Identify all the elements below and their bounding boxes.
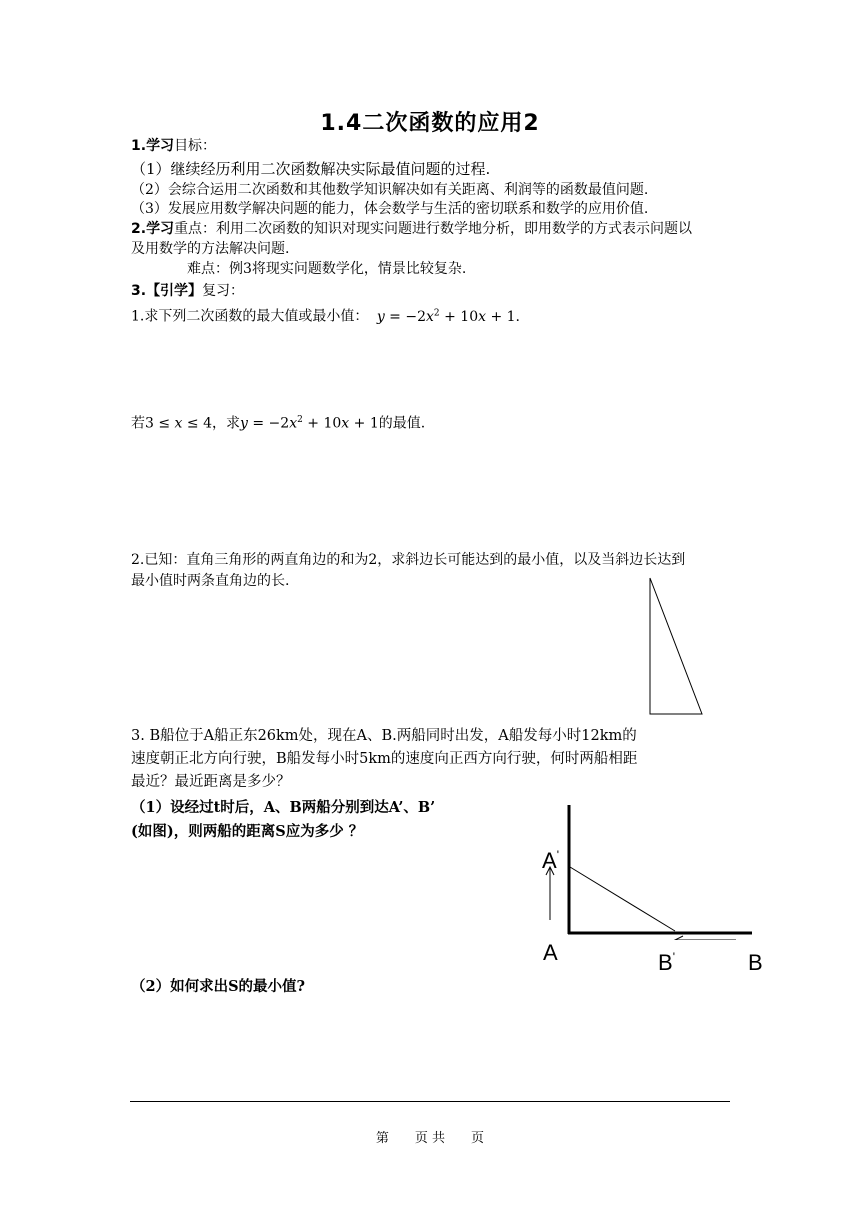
footer-divider — [130, 1101, 730, 1102]
section1-heading-rest: 目标： — [174, 138, 217, 154]
section2-heading-num: 2. — [131, 221, 147, 237]
formula-x: x — [426, 308, 434, 325]
question3-part1-line2: (如图)，则两船的距离S应为多少 ？ — [131, 823, 364, 840]
sub-x3: x — [341, 415, 350, 432]
label-a: A — [543, 940, 558, 965]
sub-mid: ≤ 4，求 — [182, 415, 240, 432]
section2-heading-rest: 重点：利用二次函数的知识对现实问题进行数学地分析，即用数学的方式表示问题以 — [174, 221, 693, 237]
objective-item-2: （2）会综合运用二次函数和其他数学知识解决如有关距离、利润等的函数最值问题. — [131, 182, 649, 198]
question2-line2: 最小值时两条直角边的长. — [131, 573, 290, 589]
sub-prefix: 若3 ≤ — [131, 415, 175, 432]
section1-heading-bold: 学习 — [146, 138, 175, 154]
question3-line3: 最近？最近距离是多少？ — [131, 774, 291, 790]
label-a-prime-mark: ' — [556, 848, 559, 862]
page-title: 1.4二次函数的应用2 — [320, 111, 540, 136]
sub-x: x — [174, 415, 183, 432]
label-b-prime-mark: ' — [672, 950, 675, 964]
question3-part2: （2）如何求出S的最小值? — [131, 978, 306, 995]
section1-heading-num: 1. — [131, 138, 147, 154]
question1-sub — [131, 410, 425, 434]
question1-text: 1.求下列二次函数的最大值或最小值： — [131, 308, 369, 325]
sub-tail: + 10 — [302, 415, 342, 432]
difficulty-text: 难点：例3将现实问题数学化，情景比较复杂. — [187, 261, 467, 277]
formula-exp: 2 — [433, 308, 440, 318]
page-footer: 第 页 共 页 — [375, 1131, 485, 1146]
section3-heading-bold: 【引学】 — [146, 283, 203, 299]
question3-line2: 速度朝正北方向行驶，B船发每小时5km的速度向正西方向行驶，何时两船相距 — [131, 751, 638, 767]
right-triangle-shape — [650, 578, 702, 714]
question2-line1: 2.已知：直角三角形的两直角边的和为2，求斜边长可能达到的最小值，以及当斜边长达到 — [131, 552, 686, 568]
question1-formula — [377, 309, 520, 325]
distance-line — [570, 867, 675, 931]
label-a-prime-letter: A — [542, 848, 557, 873]
label-b-prime — [658, 950, 675, 976]
formula-y: y — [376, 308, 385, 325]
sub-y: y — [240, 415, 248, 432]
section3-heading-rest: 复习： — [202, 283, 245, 299]
section3-heading — [131, 281, 244, 301]
label-b: B — [748, 950, 763, 975]
section2-line2: 及用数学的方法解决问题. — [131, 241, 290, 257]
section3-heading-num: 3. — [131, 283, 147, 299]
sub-x2: x — [289, 415, 298, 432]
question1 — [131, 303, 520, 327]
ship-diagram — [540, 800, 780, 940]
sub-end: + 1的最值. — [349, 415, 426, 432]
right-triangle-figure — [640, 570, 710, 720]
formula-end: + 1. — [486, 308, 521, 325]
section2-heading — [131, 219, 692, 239]
section1-heading — [131, 136, 216, 156]
sub-exp: 2 — [297, 415, 303, 425]
label-b-prime-letter: B — [658, 950, 673, 975]
objective-item-1: （1）继续经历利用二次函数解决实际最值问题的过程. — [131, 160, 491, 178]
section2-heading-bold: 学习 — [146, 221, 175, 237]
label-a-prime — [542, 848, 559, 874]
west-arrow-icon — [675, 936, 683, 940]
objective-item-3: （3）发展应用数学解决问题的能力，体会数学与生活的密切联系和数学的应用价值. — [131, 201, 649, 217]
formula-tail: + 10 — [439, 308, 479, 325]
formula-eq: = −2 — [384, 308, 427, 325]
sub-eq: = −2 — [247, 415, 290, 432]
formula-x2: x — [478, 308, 487, 325]
question3-part1-line1: （1）设经过t时后，A、B两船分别到达A’、B’ — [131, 799, 436, 816]
question3-line1: 3. B船位于A船正东26km处，现在A、B.两船同时出发，A船发每小时12km的 — [131, 728, 637, 744]
